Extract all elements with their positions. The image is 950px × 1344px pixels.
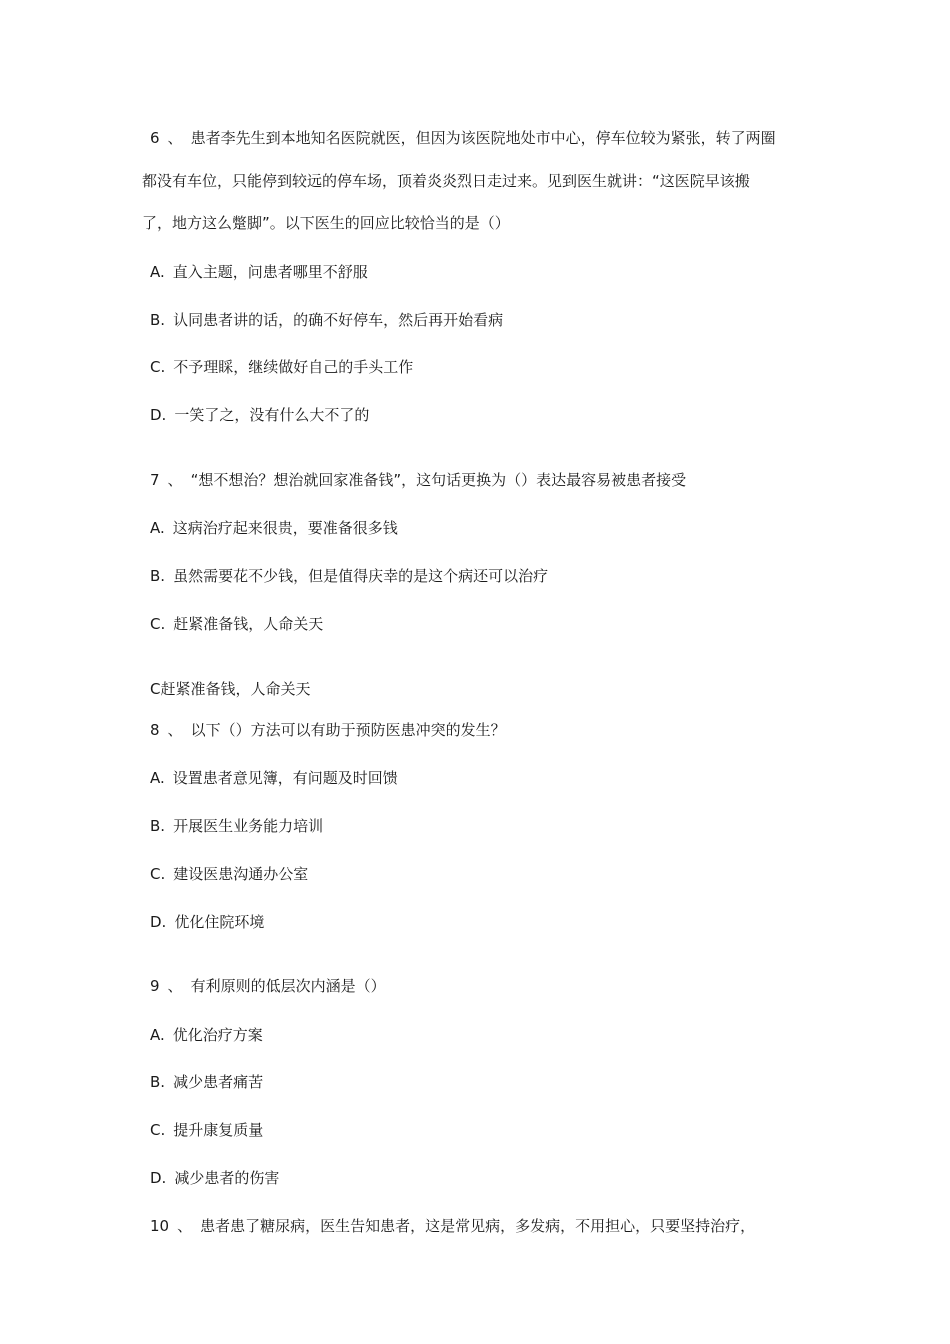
option-letter: C. xyxy=(150,615,166,633)
option-letter: D. xyxy=(150,913,167,931)
option-letter: B. xyxy=(150,311,166,329)
question-7-option-c xyxy=(150,614,323,634)
question-6-option-a xyxy=(150,262,368,282)
question-8-option-d xyxy=(150,912,264,932)
question-text: 患者李先生到本地知名医院就医，但因为该医院地处市中心，停车位较为紧张，转了两圈 xyxy=(190,129,776,147)
question-9-option-c xyxy=(150,1120,263,1140)
option-text: 开展医生业务能力培训 xyxy=(173,817,324,835)
question-9-option-d xyxy=(150,1168,279,1188)
question-number: 6 xyxy=(150,129,160,147)
question-text: 有利原则的低层次内涵是（） xyxy=(190,977,386,995)
option-letter: A. xyxy=(150,769,165,787)
question-separator: 、 xyxy=(167,721,183,739)
option-letter: D. xyxy=(150,1169,167,1187)
question-6-line-3: 了，地方这么蹩脚”。以下医生的回应比较恰当的是（） xyxy=(142,214,510,232)
option-letter: B. xyxy=(150,1073,166,1091)
option-text: 赶紧准备钱，人命关天 xyxy=(173,615,324,633)
question-text: 患者患了糖尿病，医生告知患者，这是常见病，多发病，不用担心，只要坚持治疗， xyxy=(200,1217,756,1235)
option-letter: C. xyxy=(150,865,166,883)
question-8 xyxy=(150,720,506,740)
question-text: “想不想治？想治就回家准备钱”，这句话更换为（）表达最容易被患者接受 xyxy=(190,471,687,489)
question-separator: 、 xyxy=(167,977,183,995)
option-text: 不予理睬，继续做好自己的手头工作 xyxy=(173,358,414,376)
option-text: 这病治疗起来很贵，要准备很多钱 xyxy=(172,519,398,537)
option-text: 优化治疗方案 xyxy=(172,1026,263,1044)
question-7 xyxy=(150,470,686,490)
question-separator: 、 xyxy=(167,129,183,147)
question-6-option-b xyxy=(150,310,503,330)
question-8-option-b xyxy=(150,816,323,836)
question-9-option-a xyxy=(150,1025,263,1045)
question-9-option-b xyxy=(150,1072,263,1092)
option-letter: A. xyxy=(150,1026,165,1044)
option-text: 直入主题，问患者哪里不舒服 xyxy=(172,263,368,281)
question-6-option-d xyxy=(150,405,369,425)
option-text: 一笑了之，没有什么大不了的 xyxy=(174,406,370,424)
option-letter: A. xyxy=(150,519,165,537)
question-8-option-a xyxy=(150,768,398,788)
question-10 xyxy=(150,1216,755,1236)
question-number: 9 xyxy=(150,977,160,995)
question-6-line-1 xyxy=(150,128,776,148)
question-7-answer: C赶紧准备钱，人命关天 xyxy=(150,680,311,698)
option-letter: D. xyxy=(150,406,167,424)
option-text: 建设医患沟通办公室 xyxy=(173,865,309,883)
question-text: 以下（）方法可以有助于预防医患冲突的发生？ xyxy=(190,721,506,739)
question-8-option-c xyxy=(150,864,308,884)
question-separator: 、 xyxy=(177,1217,193,1235)
option-text: 减少患者痛苦 xyxy=(173,1073,264,1091)
question-number: 8 xyxy=(150,721,160,739)
option-letter: C. xyxy=(150,1121,166,1139)
option-letter: C. xyxy=(150,358,166,376)
question-9 xyxy=(150,976,386,996)
question-number: 7 xyxy=(150,471,160,489)
option-letter: B. xyxy=(150,567,166,585)
option-letter: B. xyxy=(150,817,166,835)
question-7-option-a xyxy=(150,518,398,538)
option-text: 减少患者的伤害 xyxy=(174,1169,280,1187)
question-number: 10 xyxy=(150,1217,170,1235)
option-text: 设置患者意见簿，有问题及时回馈 xyxy=(172,769,398,787)
option-letter: A. xyxy=(150,263,165,281)
option-text: 优化住院环境 xyxy=(174,913,265,931)
question-6-line-2: 都没有车位，只能停到较远的停车场，顶着炎炎烈日走过来。见到医生就讲：“这医院早该搬 xyxy=(142,172,750,190)
option-text: 提升康复质量 xyxy=(173,1121,264,1139)
question-7-option-b xyxy=(150,566,548,586)
option-text: 认同患者讲的话，的确不好停车，然后再开始看病 xyxy=(173,311,504,329)
question-6-option-c xyxy=(150,357,413,377)
option-text: 虽然需要花不少钱，但是值得庆幸的是这个病还可以治疗 xyxy=(173,567,549,585)
question-separator: 、 xyxy=(167,471,183,489)
